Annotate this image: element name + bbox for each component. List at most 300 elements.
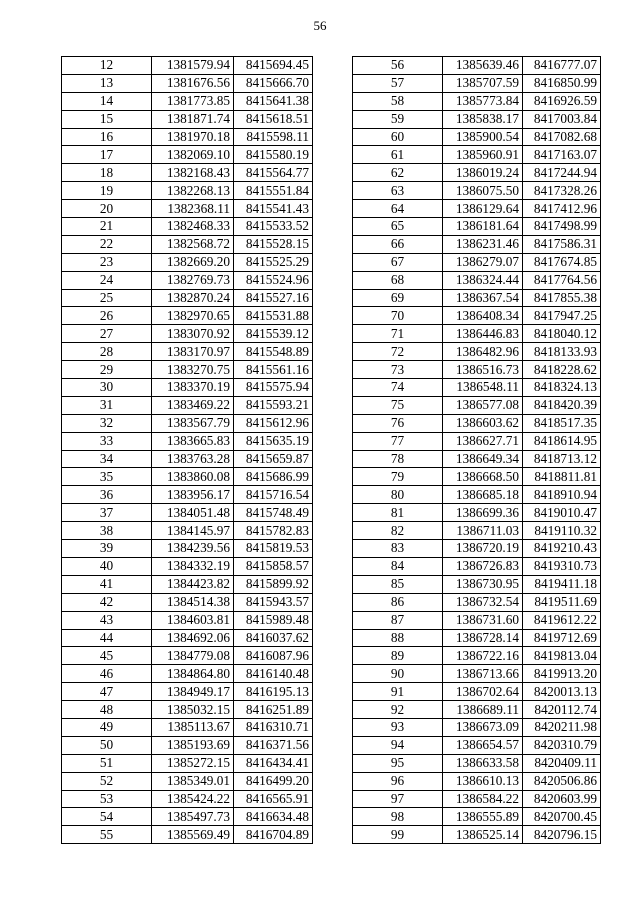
- table-row: [353, 343, 601, 361]
- point-number-cell: 69: [353, 289, 443, 307]
- table-row: [62, 235, 313, 253]
- table-row: [353, 253, 601, 271]
- y-coordinate-cell: 8415858.57: [234, 557, 313, 575]
- y-coordinate-cell: 8415593.21: [234, 396, 313, 414]
- point-number-cell: 75: [353, 396, 443, 414]
- table-row: [353, 74, 601, 92]
- x-coordinate-cell: 1385900.54: [443, 128, 523, 146]
- coordinates-table-left-body: [62, 57, 313, 844]
- x-coordinate-cell: 1385349.01: [152, 772, 234, 790]
- y-coordinate-cell: 8415564.77: [234, 164, 313, 182]
- y-coordinate-cell: 8415899.92: [234, 575, 313, 593]
- y-coordinate-cell: 8418420.39: [523, 396, 601, 414]
- coordinates-table-left: [61, 56, 313, 844]
- y-coordinate-cell: 8419210.43: [523, 540, 601, 558]
- y-coordinate-cell: 8415943.57: [234, 593, 313, 611]
- x-coordinate-cell: 1384332.19: [152, 557, 234, 575]
- page-number: 56: [313, 18, 327, 33]
- table-row: [62, 289, 313, 307]
- table-row: [353, 754, 601, 772]
- y-coordinate-cell: 8419511.69: [523, 593, 601, 611]
- point-number-cell: 31: [62, 396, 152, 414]
- table-row: [353, 808, 601, 826]
- table-row: [62, 379, 313, 397]
- y-coordinate-cell: 8420796.15: [523, 826, 601, 844]
- table-row: [353, 540, 601, 558]
- table-row: [62, 110, 313, 128]
- y-coordinate-cell: 8420700.45: [523, 808, 601, 826]
- table-row: [353, 92, 601, 110]
- point-number-cell: 84: [353, 557, 443, 575]
- y-coordinate-cell: 8418324.13: [523, 379, 601, 397]
- table-row: [62, 754, 313, 772]
- x-coordinate-cell: 1386367.54: [443, 289, 523, 307]
- table-row: [353, 450, 601, 468]
- point-number-cell: 18: [62, 164, 152, 182]
- y-coordinate-cell: 8418133.93: [523, 343, 601, 361]
- point-number-cell: 44: [62, 629, 152, 647]
- x-coordinate-cell: 1386482.96: [443, 343, 523, 361]
- x-coordinate-cell: 1386730.95: [443, 575, 523, 593]
- x-coordinate-cell: 1384145.97: [152, 522, 234, 540]
- table-row: [353, 200, 601, 218]
- table-row: [62, 128, 313, 146]
- y-coordinate-cell: 8416850.99: [523, 74, 601, 92]
- table-row: [353, 432, 601, 450]
- table-row: [62, 808, 313, 826]
- point-number-cell: 54: [62, 808, 152, 826]
- table-row: [62, 701, 313, 719]
- table-row: [353, 146, 601, 164]
- x-coordinate-cell: 1384864.80: [152, 665, 234, 683]
- table-row: [353, 57, 601, 75]
- x-coordinate-cell: 1384949.17: [152, 683, 234, 701]
- y-coordinate-cell: 8416565.91: [234, 790, 313, 808]
- y-coordinate-cell: 8415533.52: [234, 218, 313, 236]
- x-coordinate-cell: 1382669.20: [152, 253, 234, 271]
- table-row: [353, 790, 601, 808]
- x-coordinate-cell: 1383763.28: [152, 450, 234, 468]
- point-number-cell: 74: [353, 379, 443, 397]
- x-coordinate-cell: 1381970.18: [152, 128, 234, 146]
- point-number-cell: 55: [62, 826, 152, 844]
- y-coordinate-cell: 8415659.87: [234, 450, 313, 468]
- y-coordinate-cell: 8417003.84: [523, 110, 601, 128]
- point-number-cell: 79: [353, 468, 443, 486]
- x-coordinate-cell: 1385424.22: [152, 790, 234, 808]
- y-coordinate-cell: 8415819.53: [234, 540, 313, 558]
- x-coordinate-cell: 1386584.22: [443, 790, 523, 808]
- y-coordinate-cell: 8415539.12: [234, 325, 313, 343]
- table-row: [353, 557, 601, 575]
- point-number-cell: 65: [353, 218, 443, 236]
- table-row: [353, 611, 601, 629]
- x-coordinate-cell: 1385032.15: [152, 701, 234, 719]
- table-row: [62, 468, 313, 486]
- point-number-cell: 24: [62, 271, 152, 289]
- x-coordinate-cell: 1384239.56: [152, 540, 234, 558]
- y-coordinate-cell: 8419411.18: [523, 575, 601, 593]
- y-coordinate-cell: 8415635.19: [234, 432, 313, 450]
- x-coordinate-cell: 1386129.64: [443, 200, 523, 218]
- x-coordinate-cell: 1386075.50: [443, 182, 523, 200]
- point-number-cell: 30: [62, 379, 152, 397]
- point-number-cell: 67: [353, 253, 443, 271]
- x-coordinate-cell: 1382468.33: [152, 218, 234, 236]
- table-row: [353, 629, 601, 647]
- y-coordinate-cell: 8415748.49: [234, 504, 313, 522]
- y-coordinate-cell: 8417328.26: [523, 182, 601, 200]
- y-coordinate-cell: 8417163.07: [523, 146, 601, 164]
- x-coordinate-cell: 1383469.22: [152, 396, 234, 414]
- point-number-cell: 22: [62, 235, 152, 253]
- y-coordinate-cell: 8415612.96: [234, 414, 313, 432]
- table-row: [62, 57, 313, 75]
- point-number-cell: 20: [62, 200, 152, 218]
- y-coordinate-cell: 8415686.99: [234, 468, 313, 486]
- y-coordinate-cell: 8415641.38: [234, 92, 313, 110]
- point-number-cell: 58: [353, 92, 443, 110]
- point-number-cell: 45: [62, 647, 152, 665]
- point-number-cell: 28: [62, 343, 152, 361]
- point-number-cell: 27: [62, 325, 152, 343]
- x-coordinate-cell: 1381579.94: [152, 57, 234, 75]
- x-coordinate-cell: 1386722.16: [443, 647, 523, 665]
- point-number-cell: 48: [62, 701, 152, 719]
- table-row: [353, 235, 601, 253]
- y-coordinate-cell: 8420506.86: [523, 772, 601, 790]
- table-row: [62, 522, 313, 540]
- table-row: [62, 647, 313, 665]
- point-number-cell: 68: [353, 271, 443, 289]
- point-number-cell: 36: [62, 486, 152, 504]
- x-coordinate-cell: 1384692.06: [152, 629, 234, 647]
- x-coordinate-cell: 1386711.03: [443, 522, 523, 540]
- point-number-cell: 56: [353, 57, 443, 75]
- point-number-cell: 41: [62, 575, 152, 593]
- y-coordinate-cell: 8420112.74: [523, 701, 601, 719]
- point-number-cell: 97: [353, 790, 443, 808]
- point-number-cell: 96: [353, 772, 443, 790]
- y-coordinate-cell: 8415524.96: [234, 271, 313, 289]
- x-coordinate-cell: 1386446.83: [443, 325, 523, 343]
- x-coordinate-cell: 1384423.82: [152, 575, 234, 593]
- x-coordinate-cell: 1381871.74: [152, 110, 234, 128]
- table-row: [353, 325, 601, 343]
- point-number-cell: 61: [353, 146, 443, 164]
- y-coordinate-cell: 8418910.94: [523, 486, 601, 504]
- x-coordinate-cell: 1386673.09: [443, 718, 523, 736]
- table-row: [353, 468, 601, 486]
- y-coordinate-cell: 8420013.13: [523, 683, 601, 701]
- x-coordinate-cell: 1381773.85: [152, 92, 234, 110]
- table-row: [62, 629, 313, 647]
- y-coordinate-cell: 8417947.25: [523, 307, 601, 325]
- point-number-cell: 47: [62, 683, 152, 701]
- point-number-cell: 98: [353, 808, 443, 826]
- table-row: [62, 182, 313, 200]
- point-number-cell: 63: [353, 182, 443, 200]
- x-coordinate-cell: 1382568.72: [152, 235, 234, 253]
- x-coordinate-cell: 1381676.56: [152, 74, 234, 92]
- x-coordinate-cell: 1386231.46: [443, 235, 523, 253]
- x-coordinate-cell: 1386610.13: [443, 772, 523, 790]
- table-row: [62, 253, 313, 271]
- table-row: [353, 486, 601, 504]
- point-number-cell: 78: [353, 450, 443, 468]
- point-number-cell: 66: [353, 235, 443, 253]
- point-number-cell: 95: [353, 754, 443, 772]
- x-coordinate-cell: 1385639.46: [443, 57, 523, 75]
- table-row: [353, 128, 601, 146]
- x-coordinate-cell: 1385773.84: [443, 92, 523, 110]
- y-coordinate-cell: 8417412.96: [523, 200, 601, 218]
- y-coordinate-cell: 8416926.59: [523, 92, 601, 110]
- table-row: [62, 325, 313, 343]
- point-number-cell: 17: [62, 146, 152, 164]
- point-number-cell: 50: [62, 736, 152, 754]
- y-coordinate-cell: 8416140.48: [234, 665, 313, 683]
- x-coordinate-cell: 1385569.49: [152, 826, 234, 844]
- point-number-cell: 46: [62, 665, 152, 683]
- x-coordinate-cell: 1383665.83: [152, 432, 234, 450]
- y-coordinate-cell: 8415561.16: [234, 361, 313, 379]
- x-coordinate-cell: 1386702.64: [443, 683, 523, 701]
- point-number-cell: 16: [62, 128, 152, 146]
- table-row: [353, 110, 601, 128]
- table-row: [353, 772, 601, 790]
- point-number-cell: 86: [353, 593, 443, 611]
- y-coordinate-cell: 8417764.56: [523, 271, 601, 289]
- point-number-cell: 34: [62, 450, 152, 468]
- y-coordinate-cell: 8420409.11: [523, 754, 601, 772]
- x-coordinate-cell: 1386324.44: [443, 271, 523, 289]
- point-number-cell: 57: [353, 74, 443, 92]
- table-row: [353, 736, 601, 754]
- x-coordinate-cell: 1385497.73: [152, 808, 234, 826]
- point-number-cell: 62: [353, 164, 443, 182]
- y-coordinate-cell: 8415782.83: [234, 522, 313, 540]
- table-row: [62, 790, 313, 808]
- y-coordinate-cell: 8415618.51: [234, 110, 313, 128]
- table-row: [353, 396, 601, 414]
- point-number-cell: 40: [62, 557, 152, 575]
- y-coordinate-cell: 8420310.79: [523, 736, 601, 754]
- y-coordinate-cell: 8419110.32: [523, 522, 601, 540]
- y-coordinate-cell: 8419913.20: [523, 665, 601, 683]
- point-number-cell: 42: [62, 593, 152, 611]
- y-coordinate-cell: 8419310.73: [523, 557, 601, 575]
- table-row: [353, 361, 601, 379]
- point-number-cell: 15: [62, 110, 152, 128]
- x-coordinate-cell: 1386728.14: [443, 629, 523, 647]
- table-row: [62, 826, 313, 844]
- table-row: [353, 504, 601, 522]
- table-row: [62, 92, 313, 110]
- table-row: [62, 396, 313, 414]
- x-coordinate-cell: 1386699.36: [443, 504, 523, 522]
- table-row: [353, 307, 601, 325]
- x-coordinate-cell: 1386649.34: [443, 450, 523, 468]
- x-coordinate-cell: 1384051.48: [152, 504, 234, 522]
- y-coordinate-cell: 8419712.69: [523, 629, 601, 647]
- point-number-cell: 87: [353, 611, 443, 629]
- x-coordinate-cell: 1383956.17: [152, 486, 234, 504]
- y-coordinate-cell: 8417082.68: [523, 128, 601, 146]
- y-coordinate-cell: 8415548.89: [234, 343, 313, 361]
- x-coordinate-cell: 1383270.75: [152, 361, 234, 379]
- point-number-cell: 92: [353, 701, 443, 719]
- table-row: [62, 540, 313, 558]
- coordinates-table-right: [352, 56, 601, 844]
- table-row: [62, 736, 313, 754]
- point-number-cell: 33: [62, 432, 152, 450]
- table-row: [353, 647, 601, 665]
- y-coordinate-cell: 8415716.54: [234, 486, 313, 504]
- y-coordinate-cell: 8415575.94: [234, 379, 313, 397]
- point-number-cell: 12: [62, 57, 152, 75]
- point-number-cell: 32: [62, 414, 152, 432]
- y-coordinate-cell: 8418228.62: [523, 361, 601, 379]
- table-row: [353, 826, 601, 844]
- y-coordinate-cell: 8415598.11: [234, 128, 313, 146]
- x-coordinate-cell: 1386548.11: [443, 379, 523, 397]
- table-row: [353, 718, 601, 736]
- table-row: [62, 611, 313, 629]
- table-row: [353, 414, 601, 432]
- point-number-cell: 94: [353, 736, 443, 754]
- x-coordinate-cell: 1382168.43: [152, 164, 234, 182]
- y-coordinate-cell: 8416087.96: [234, 647, 313, 665]
- table-row: [62, 200, 313, 218]
- table-row: [62, 361, 313, 379]
- table-row: [353, 379, 601, 397]
- y-coordinate-cell: 8415580.19: [234, 146, 313, 164]
- y-coordinate-cell: 8416310.71: [234, 718, 313, 736]
- table-row: [353, 683, 601, 701]
- table-row: [62, 146, 313, 164]
- table-row: [353, 701, 601, 719]
- x-coordinate-cell: 1385960.91: [443, 146, 523, 164]
- y-coordinate-cell: 8416195.13: [234, 683, 313, 701]
- y-coordinate-cell: 8415528.15: [234, 235, 313, 253]
- x-coordinate-cell: 1386668.50: [443, 468, 523, 486]
- x-coordinate-cell: 1386726.83: [443, 557, 523, 575]
- y-coordinate-cell: 8417498.99: [523, 218, 601, 236]
- x-coordinate-cell: 1383070.92: [152, 325, 234, 343]
- y-coordinate-cell: 8418811.81: [523, 468, 601, 486]
- y-coordinate-cell: 8416037.62: [234, 629, 313, 647]
- table-row: [62, 504, 313, 522]
- coordinates-table-right-body: [353, 57, 601, 844]
- y-coordinate-cell: 8416704.89: [234, 826, 313, 844]
- x-coordinate-cell: 1382069.10: [152, 146, 234, 164]
- point-number-cell: 99: [353, 826, 443, 844]
- x-coordinate-cell: 1384514.38: [152, 593, 234, 611]
- table-row: [353, 665, 601, 683]
- x-coordinate-cell: 1385113.67: [152, 718, 234, 736]
- y-coordinate-cell: 8418517.35: [523, 414, 601, 432]
- x-coordinate-cell: 1386279.07: [443, 253, 523, 271]
- y-coordinate-cell: 8416777.07: [523, 57, 601, 75]
- point-number-cell: 35: [62, 468, 152, 486]
- x-coordinate-cell: 1386408.34: [443, 307, 523, 325]
- y-coordinate-cell: 8417855.38: [523, 289, 601, 307]
- x-coordinate-cell: 1386627.71: [443, 432, 523, 450]
- table-row: [353, 182, 601, 200]
- point-number-cell: 71: [353, 325, 443, 343]
- y-coordinate-cell: 8420211.98: [523, 718, 601, 736]
- y-coordinate-cell: 8415541.43: [234, 200, 313, 218]
- x-coordinate-cell: 1385838.17: [443, 110, 523, 128]
- point-number-cell: 52: [62, 772, 152, 790]
- point-number-cell: 53: [62, 790, 152, 808]
- x-coordinate-cell: 1386713.66: [443, 665, 523, 683]
- x-coordinate-cell: 1384603.81: [152, 611, 234, 629]
- x-coordinate-cell: 1383370.19: [152, 379, 234, 397]
- y-coordinate-cell: 8416499.20: [234, 772, 313, 790]
- table-row: [62, 74, 313, 92]
- x-coordinate-cell: 1386732.54: [443, 593, 523, 611]
- y-coordinate-cell: 8416251.89: [234, 701, 313, 719]
- y-coordinate-cell: 8415527.16: [234, 289, 313, 307]
- table-row: [62, 718, 313, 736]
- x-coordinate-cell: 1386731.60: [443, 611, 523, 629]
- table-row: [62, 593, 313, 611]
- table-row: [353, 164, 601, 182]
- point-number-cell: 19: [62, 182, 152, 200]
- point-number-cell: 72: [353, 343, 443, 361]
- table-row: [62, 164, 313, 182]
- x-coordinate-cell: 1386181.64: [443, 218, 523, 236]
- point-number-cell: 14: [62, 92, 152, 110]
- x-coordinate-cell: 1386654.57: [443, 736, 523, 754]
- x-coordinate-cell: 1386516.73: [443, 361, 523, 379]
- x-coordinate-cell: 1383170.97: [152, 343, 234, 361]
- x-coordinate-cell: 1382970.65: [152, 307, 234, 325]
- point-number-cell: 89: [353, 647, 443, 665]
- x-coordinate-cell: 1386555.89: [443, 808, 523, 826]
- y-coordinate-cell: 8419813.04: [523, 647, 601, 665]
- y-coordinate-cell: 8419010.47: [523, 504, 601, 522]
- point-number-cell: 37: [62, 504, 152, 522]
- point-number-cell: 26: [62, 307, 152, 325]
- table-row: [62, 450, 313, 468]
- point-number-cell: 77: [353, 432, 443, 450]
- x-coordinate-cell: 1384779.08: [152, 647, 234, 665]
- x-coordinate-cell: 1386525.14: [443, 826, 523, 844]
- table-row: [62, 665, 313, 683]
- x-coordinate-cell: 1386603.62: [443, 414, 523, 432]
- x-coordinate-cell: 1382870.24: [152, 289, 234, 307]
- x-coordinate-cell: 1385272.15: [152, 754, 234, 772]
- x-coordinate-cell: 1383567.79: [152, 414, 234, 432]
- point-number-cell: 60: [353, 128, 443, 146]
- point-number-cell: 21: [62, 218, 152, 236]
- y-coordinate-cell: 8417586.31: [523, 235, 601, 253]
- y-coordinate-cell: 8417244.94: [523, 164, 601, 182]
- point-number-cell: 64: [353, 200, 443, 218]
- point-number-cell: 13: [62, 74, 152, 92]
- point-number-cell: 70: [353, 307, 443, 325]
- table-row: [62, 271, 313, 289]
- x-coordinate-cell: 1382268.13: [152, 182, 234, 200]
- y-coordinate-cell: 8415989.48: [234, 611, 313, 629]
- point-number-cell: 76: [353, 414, 443, 432]
- table-row: [62, 683, 313, 701]
- point-number-cell: 38: [62, 522, 152, 540]
- point-number-cell: 82: [353, 522, 443, 540]
